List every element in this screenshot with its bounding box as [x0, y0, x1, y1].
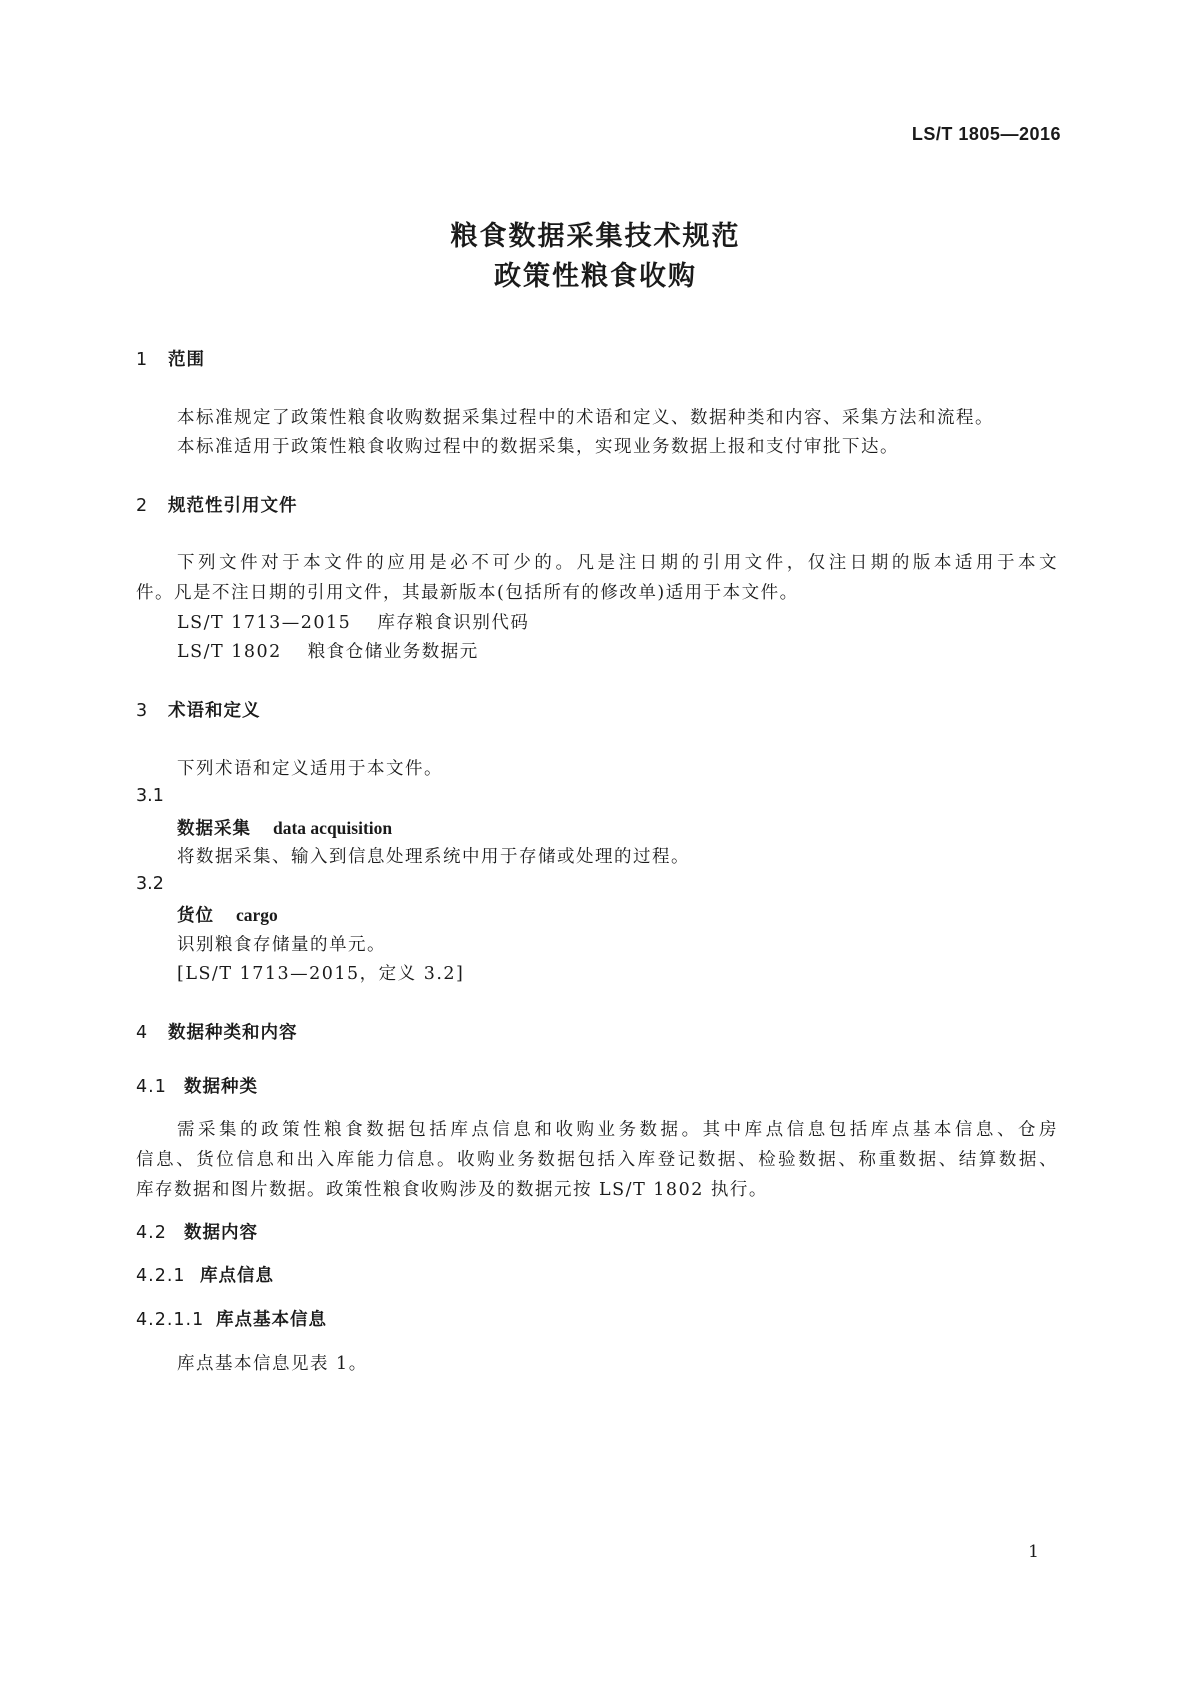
term-chinese: 数据采集: [177, 819, 251, 839]
section-number: 4.2.1: [136, 1266, 186, 1286]
document-title: 粮食数据采集技术规范: [450, 221, 741, 252]
paragraph-line: 下列文件对于本文件的应用是必不可少的。凡是注日期的引用文件，仅注日期的版本适用于本文: [177, 553, 1058, 573]
paragraph: 下列术语和定义适用于本文件。: [177, 759, 443, 779]
standard-code: LS/T 1805—2016: [911, 124, 1061, 144]
section-number: 4.2.1.1: [136, 1310, 205, 1330]
section-number: 4.2: [136, 1223, 167, 1243]
reference-code: LS/T 1802: [177, 642, 282, 662]
section-title: 库点基本信息: [216, 1310, 327, 1330]
section-title: 术语和定义: [168, 701, 261, 721]
term-definition: 识别粮食存储量的单元。: [177, 935, 386, 955]
page-number: 1: [1028, 1542, 1039, 1562]
paragraph-line: 件。凡是不注日期的引用文件，其最新版本(包括所有的修改单)适用于本文件。: [136, 583, 799, 603]
reference-code: LS/T 1713—2015: [177, 613, 352, 633]
section-number: 1: [136, 350, 149, 370]
section-title: 规范性引用文件: [168, 496, 298, 516]
term-entry: [177, 902, 278, 927]
section-title: 数据种类和内容: [168, 1023, 298, 1043]
section-number: 4.1: [136, 1077, 167, 1097]
term-english: cargo: [236, 905, 278, 925]
reference-name: 库存粮食识别代码: [377, 613, 530, 633]
term-number: 3.1: [136, 786, 164, 806]
term-number: 3.2: [136, 874, 164, 894]
section-number: 4: [136, 1023, 149, 1043]
subsection-4-1-heading: [136, 1073, 258, 1098]
section-title: 数据内容: [184, 1223, 258, 1243]
paragraph-line: 需采集的政策性粮食数据包括库点信息和收购业务数据。其中库点信息包括库点基本信息、仓房: [177, 1120, 1058, 1140]
subsection-4-2-1-1-heading: [136, 1306, 327, 1331]
section-title: 库点信息: [200, 1266, 274, 1286]
section-4-heading: [136, 1019, 298, 1044]
reference-name: 粮食仓储业务数据元: [307, 642, 479, 662]
section-title: 数据种类: [184, 1077, 258, 1097]
term-source: [LS/T 1713—2015，定义 3.2]: [177, 964, 465, 984]
paragraph: 库点基本信息见表 1。: [177, 1354, 368, 1374]
section-3-heading: [136, 697, 261, 722]
term-definition: 将数据采集、输入到信息处理系统中用于存储或处理的过程。: [177, 847, 690, 867]
paragraph-line: 信息、货位信息和出入库能力信息。收购业务数据包括入库登记数据、检验数据、称重数据、结算数据、: [136, 1150, 1058, 1170]
normative-reference: [177, 638, 479, 663]
section-number: 3: [136, 701, 149, 721]
document-subtitle: 政策性粮食收购: [494, 261, 697, 292]
subsection-4-2-1-heading: [136, 1262, 274, 1287]
term-english: data acquisition: [273, 818, 393, 838]
paragraph: 本标准规定了政策性粮食收购数据采集过程中的术语和定义、数据种类和内容、采集方法和流程。: [177, 408, 994, 428]
term-chinese: 货位: [177, 906, 214, 926]
subsection-4-2-heading: [136, 1219, 258, 1244]
term-entry: [177, 815, 392, 840]
section-2-heading: [136, 492, 298, 517]
normative-reference: [177, 609, 529, 634]
paragraph-line: 库存数据和图片数据。政策性粮食收购涉及的数据元按 LS/T 1802 执行。: [136, 1180, 768, 1200]
section-number: 2: [136, 496, 149, 516]
paragraph: 本标准适用于政策性粮食收购过程中的数据采集，实现业务数据上报和支付审批下达。: [177, 437, 899, 457]
section-title: 范围: [168, 350, 205, 370]
section-1-heading: [136, 346, 205, 371]
